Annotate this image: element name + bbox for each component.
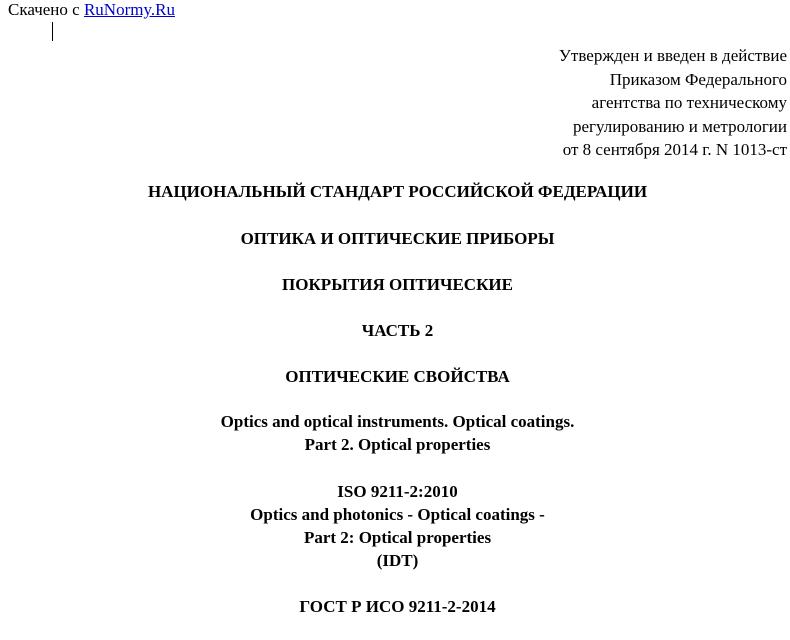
runormy-link[interactable]: RuNormy.Ru — [83, 0, 175, 19]
title-en-line: Part 2. Optical properties — [304, 435, 491, 454]
iso-idt: (IDT) — [376, 551, 419, 570]
title-ru-coatings: ПОКРЫТИЯ ОПТИЧЕСКИЕ — [282, 275, 513, 294]
download-prefix: Скачено с — [8, 0, 84, 19]
approval-line: регулированию и метрологии — [572, 116, 787, 136]
text-cursor — [52, 22, 53, 41]
title-ru-properties: ОПТИЧЕСКИЕ СВОЙСТВА — [285, 367, 510, 386]
title-ru-optics: ОПТИКА И ОПТИЧЕСКИЕ ПРИБОРЫ — [240, 229, 555, 248]
approval-line: от 8 сентября 2014 г. N 1013-ст — [562, 140, 787, 159]
iso-title-line: Part 2: Optical properties — [303, 528, 492, 547]
iso-number: ISO 9211-2:2010 — [337, 482, 458, 501]
approval-line: Приказом Федерального — [609, 69, 787, 89]
iso-title-line: Optics and photonics - Optical coatings - — [250, 505, 545, 524]
approval-line: агентства по техническому — [591, 93, 787, 112]
title-en-line: Optics and optical instruments. Optical coatings. — [220, 412, 575, 431]
gost-number: ГОСТ Р ИСО 9211-2-2014 — [299, 597, 496, 616]
approval-block — [559, 44, 787, 162]
approval-line: Утвержден и введен в действие — [558, 46, 787, 65]
title-en-block — [0, 410, 790, 456]
download-source-line — [8, 0, 175, 20]
part-heading: ЧАСТЬ 2 — [361, 321, 434, 340]
iso-block — [0, 480, 790, 572]
standard-type-heading: НАЦИОНАЛЬНЫЙ СТАНДАРТ РОССИЙСКОЙ ФЕДЕРАЦИИ — [147, 182, 648, 201]
